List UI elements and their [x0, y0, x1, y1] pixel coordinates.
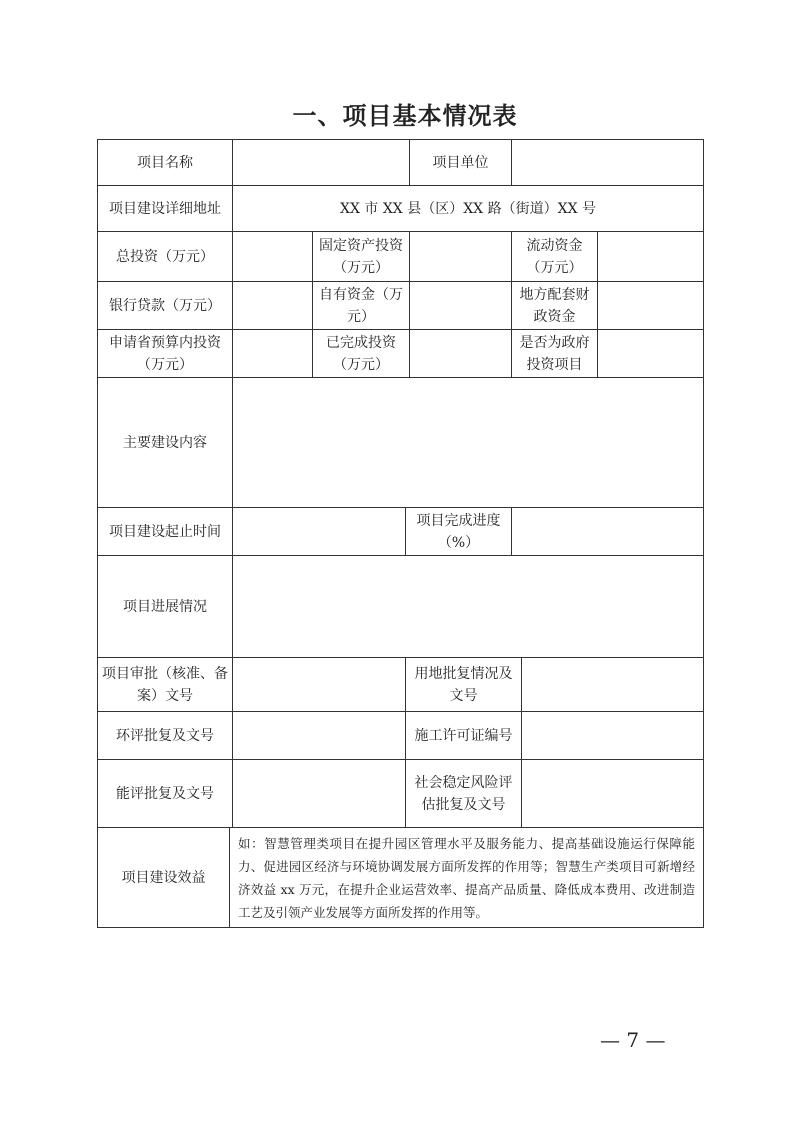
field-project-name[interactable] [232, 139, 410, 186]
field-province-investment[interactable] [232, 329, 313, 378]
label-liquid-funds: 流动资金（万元） [511, 231, 598, 282]
label-completed-investment: 已完成投资（万元） [312, 329, 410, 378]
field-completed-investment[interactable] [409, 329, 512, 378]
field-period[interactable] [232, 507, 406, 556]
label-province-investment: 申请省预算内投资（万元） [97, 329, 233, 378]
label-project-unit: 项目单位 [409, 139, 512, 186]
field-address[interactable]: XX 市 XX 县（区）XX 路（街道）XX 号 [232, 185, 704, 232]
label-bank-loan: 银行贷款（万元） [97, 281, 233, 330]
label-project-name: 项目名称 [97, 139, 233, 186]
label-total-investment: 总投资（万元） [97, 231, 233, 282]
label-status: 项目进展情况 [97, 555, 233, 658]
label-approval: 项目审批（核准、备案）文号 [97, 657, 233, 712]
label-local-funds: 地方配套财政资金 [511, 281, 598, 330]
label-address: 项目建设详细地址 [97, 185, 233, 232]
label-energy: 能评批复及文号 [97, 759, 233, 828]
page-title: 一、项目基本情况表 [292, 101, 518, 130]
field-approval[interactable] [232, 657, 406, 712]
field-energy[interactable] [232, 759, 406, 828]
label-period: 项目建设起止时间 [97, 507, 233, 556]
field-own-funds[interactable] [409, 281, 512, 330]
label-progress: 项目完成进度（%） [405, 507, 512, 556]
field-progress[interactable] [511, 507, 704, 556]
field-liquid-funds[interactable] [597, 231, 704, 282]
field-land[interactable] [521, 657, 704, 712]
field-main-content[interactable] [232, 377, 704, 508]
field-env[interactable] [232, 711, 406, 760]
label-benefit: 项目建设效益 [97, 827, 230, 928]
label-land: 用地批复情况及文号 [405, 657, 522, 712]
field-benefit[interactable]: 如：智慧管理类项目在提升园区管理水平及服务能力、提高基础设施运行保障能力、促进园区经济与环境协调发展方面所发挥的作用等；智慧生产类项目可新增经济效益 xx 万元，在提升企业运营效率、提高产品质量、降低成本费用、改进制造工艺及引领产业发展等方面所发挥的作用等。 [229, 827, 704, 928]
page-number: — 7 — [600, 1028, 666, 1052]
label-main-content: 主要建设内容 [97, 377, 233, 508]
label-fixed-assets: 固定资产投资（万元） [312, 231, 410, 282]
label-env: 环评批复及文号 [97, 711, 233, 760]
label-own-funds: 自有资金（万元） [312, 281, 410, 330]
field-permit[interactable] [521, 711, 704, 760]
label-permit: 施工许可证编号 [405, 711, 522, 760]
field-local-funds[interactable] [597, 281, 704, 330]
field-gov-investment[interactable] [597, 329, 704, 378]
field-fixed-assets[interactable] [409, 231, 512, 282]
field-total-investment[interactable] [232, 231, 313, 282]
field-project-unit[interactable] [511, 139, 704, 186]
field-risk[interactable] [521, 759, 704, 828]
label-gov-investment: 是否为政府投资项目 [511, 329, 598, 378]
field-bank-loan[interactable] [232, 281, 313, 330]
label-risk: 社会稳定风险评估批复及文号 [405, 759, 522, 828]
field-status[interactable] [232, 555, 704, 658]
